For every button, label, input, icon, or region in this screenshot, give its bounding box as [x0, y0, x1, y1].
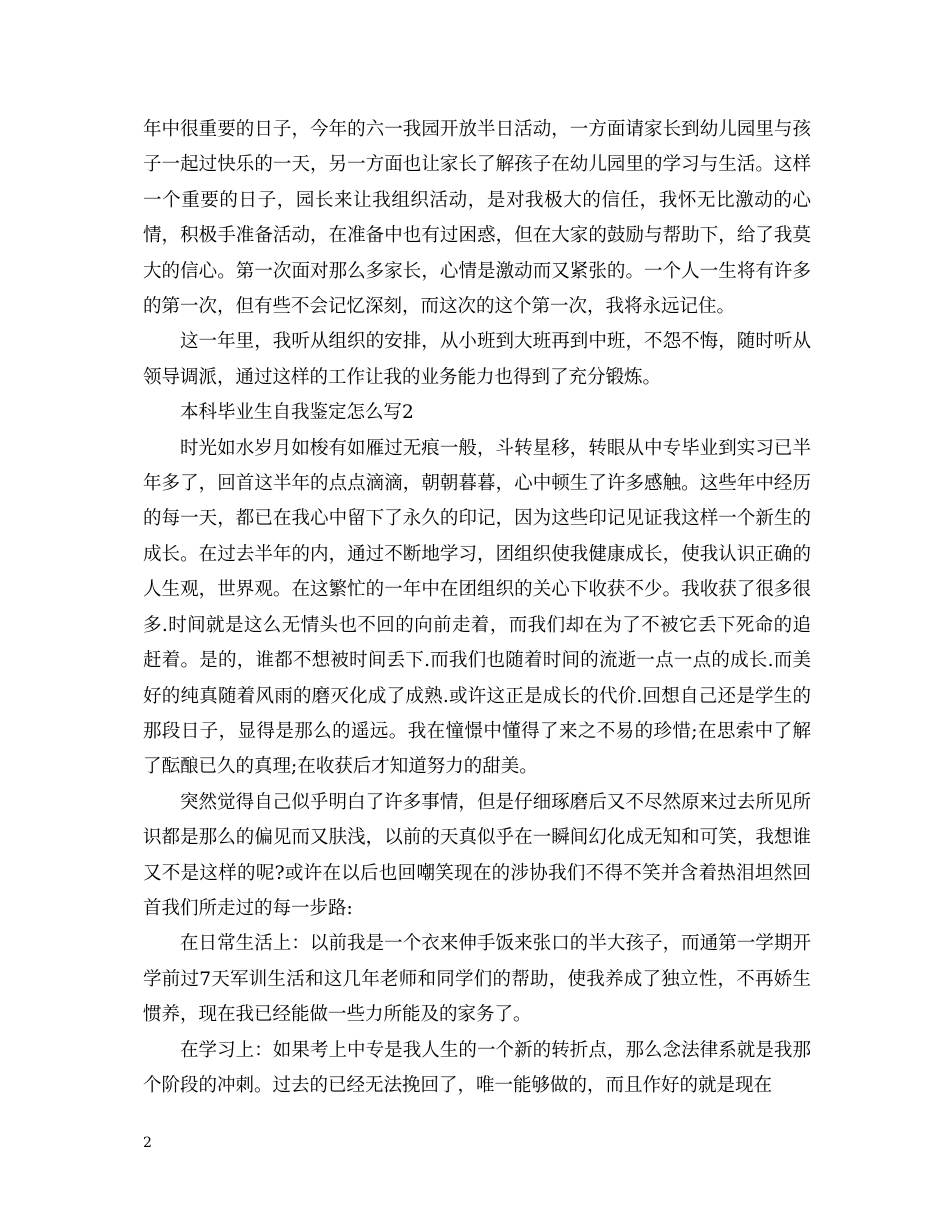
paragraph-work-experience: 这一年里，我听从组织的安排，从小班到大班再到中班，不怨不悔，随时听从领导调派，通过这样的工作让我的业务能力也得到了充分锻炼。: [143, 331, 811, 388]
paragraph-continued: 年中很重要的日子，今年的六一我园开放半日活动，一方面请家长到幼儿园里与孩子一起过快乐的一天，另一方面也让家长了解孩子在幼儿园里的学习与生活。这样一个重要的日子，园长来让我组织活动，是对我极大的信任，我怀无比激动的心情，积极手准备活动，在准备中也有过困惑，但在大家的鼓励与帮助下，给了我莫大的信心。第一次面对那么多家长，心情是激动而又紧张的。一个人一生将有许多的第一次，但有些不会记忆深刻，而这次的这个第一次，我将永远记住。: [143, 119, 811, 318]
paragraph-realization: 突然觉得自己似乎明白了许多事情，但是仔细琢磨后又不尽然原来过去所见所识都是那么的偏见而又肤浅，以前的天真似乎在一瞬间幻化成无知和可笑，我想谁又不是这样的呢?或许在以后也回嘲笑现在的涉协我们不得不笑并含着热泪坦然回首我们所走过的每一步路:: [143, 791, 811, 919]
section-heading: 本科毕业生自我鉴定怎么写2: [180, 402, 414, 424]
page-body: [143, 112, 811, 1103]
paragraph-reflection: 时光如水岁月如梭有如雁过无痕一般，斗转星移，转眼从中专毕业到实习已半年多了，回首这半年的点点滴滴，朝朝暮暮，心中顿生了许多感触。这些年中经历的每一天，都已在我心中留下了永久的印记，因为这些印记见证我这样一个新生的成长。在过去半年的内，通过不断地学习，团组织使我健康成长，使我认识正确的人生观，世界观。在这繁忙的一年中在团组织的关心下收获不少。我收获了很多很多.时间就是这么无情头也不回的向前走着，而我们却在为了不被它丢下死命的追赶着。是的，谁都不想被时间丢下.而我们也随着时间的流逝一点一点的成长.而美好的纯真随着风雨的磨灭化成了成熟.或许这正是成长的代价.回想自己还是学生的那段日子，显得是那么的遥远。我在憧憬中懂得了来之不易的珍惜;在思索中了解了酝酿已久的真理;在收获后才知道努力的甜美。: [143, 437, 811, 778]
paragraph-daily-life: 在日常生活上：以前我是一个衣来伸手饭来张口的半大孩子，而通第一学期开学前过7天军训生活和这几年老师和同学们的帮助，使我养成了独立性，不再娇生惯养，现在我已经能做一些力所能及的家务了。: [143, 933, 811, 1026]
paragraph-study: 在学习上：如果考上中专是我人生的一个新的转折点，那么念法律系就是我那个阶段的冲刺。过去的已经无法挽回了，唯一能够做的，而且作好的就是现在: [143, 1039, 811, 1096]
page-number: 2: [143, 1135, 152, 1151]
